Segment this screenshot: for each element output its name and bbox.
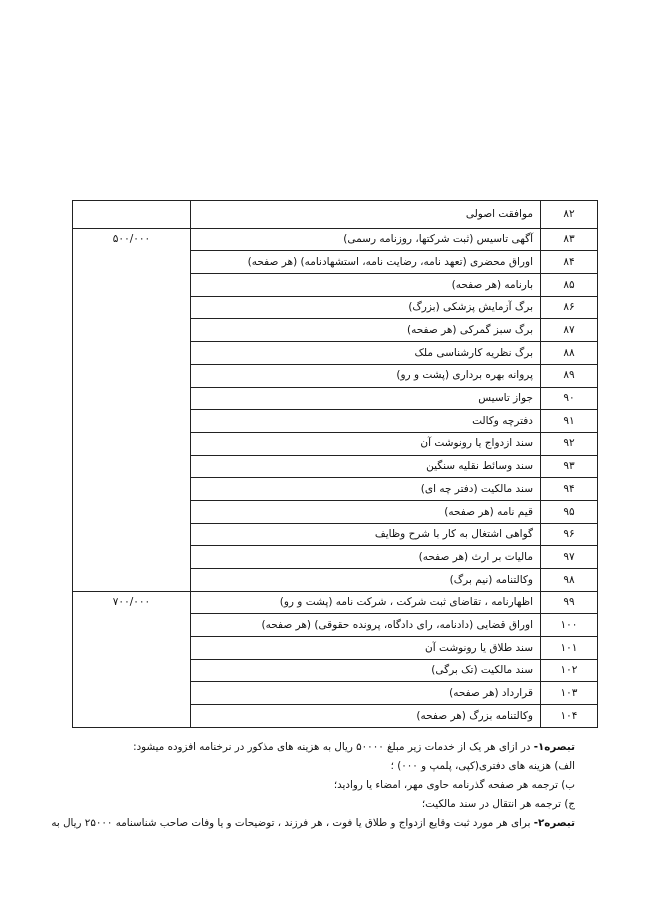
row-number: ۹۸ [541, 569, 598, 592]
row-number: ۹۶ [541, 523, 598, 546]
row-number: ۸۲ [541, 201, 598, 229]
row-number: ۸۸ [541, 342, 598, 365]
row-number: ۸۹ [541, 364, 598, 387]
row-description: وکالتنامه بزرگ (هر صفحه) [191, 705, 541, 728]
row-description: قیم نامه (هر صفحه) [191, 500, 541, 523]
row-description: سند ازدواج یا رونوشت آن [191, 432, 541, 455]
price-cell: ۷۰۰/۰۰۰ [73, 591, 191, 727]
row-description: سند وسائط نقلیه سنگین [191, 455, 541, 478]
row-number: ۹۵ [541, 500, 598, 523]
row-number: ۹۷ [541, 546, 598, 569]
row-number: ۸۴ [541, 251, 598, 274]
note-2-label: تبصره۲- [533, 817, 575, 829]
row-number: ۱۰۲ [541, 659, 598, 682]
row-description: سند مالکیت (تک برگی) [191, 659, 541, 682]
row-number: ۹۹ [541, 591, 598, 614]
row-description: دفترچه وکالت [191, 410, 541, 433]
row-description: اوراق محضری (تعهد نامه، رضایت نامه، استشهادنامه) (هر صفحه) [191, 251, 541, 274]
price-cell: ۵۰۰/۰۰۰ [73, 228, 191, 591]
row-number: ۸۳ [541, 228, 598, 251]
row-description: بارنامه (هر صفحه) [191, 274, 541, 297]
row-description: آگهی تاسیس (ثبت شرکتها، روزنامه رسمی) [191, 228, 541, 251]
note-1 [68, 738, 575, 757]
table-row [73, 228, 598, 251]
row-number: ۱۰۱ [541, 637, 598, 660]
table-row [73, 591, 598, 614]
row-description: سند طلاق یا رونوشت آن [191, 637, 541, 660]
row-number: ۹۴ [541, 478, 598, 501]
row-description: برگ آزمایش پزشکی (بزرگ) [191, 296, 541, 319]
row-description: اوراق قضایی (دادنامه، رای دادگاه، پرونده حقوقی) (هر صفحه) [191, 614, 541, 637]
row-number: ۹۱ [541, 410, 598, 433]
price-cell [73, 201, 191, 229]
note-2 [51, 814, 575, 833]
row-number: ۸۵ [541, 274, 598, 297]
row-description: سند مالکیت (دفتر چه ای) [191, 478, 541, 501]
table-row [73, 201, 598, 229]
row-description: مالیات بر ارث (هر صفحه) [191, 546, 541, 569]
row-number: ۹۳ [541, 455, 598, 478]
row-number: ۱۰۴ [541, 705, 598, 728]
row-number: ۹۰ [541, 387, 598, 410]
note-1-label: تبصره۱- [533, 741, 575, 753]
notes-section [51, 738, 575, 833]
row-description: جواز تاسیس [191, 387, 541, 410]
note-1-item-a: الف) هزینه های دفتری(کپی، پلمپ و ۰۰۰) ؛ [390, 760, 575, 772]
row-number: ۸۶ [541, 296, 598, 319]
note-1-text: در ازای هر یک از خدمات زیر مبلغ ۵۰۰۰۰ ریال به هزینه های مذکور در نرخنامه افزوده میشود: [133, 741, 534, 753]
note-2-text: برای هر مورد ثبت وقایع ازدواج و طلاق یا فوت ، هر فرزند ، توضیحات و یا وفات صاحب شناسنامه ۲۵۰۰۰ ریال به [51, 817, 534, 829]
note-1-item-b: ب) ترجمه هر صفحه گذرنامه حاوی مهر، امضاء یا روادید؛ [333, 779, 575, 791]
row-number: ۹۲ [541, 432, 598, 455]
row-number: ۸۷ [541, 319, 598, 342]
row-number: ۱۰۳ [541, 682, 598, 705]
row-description: برگ نظریه کارشناسی ملک [191, 342, 541, 365]
row-description: موافقت اصولی [191, 201, 541, 229]
row-number: ۱۰۰ [541, 614, 598, 637]
row-description: قرارداد (هر صفحه) [191, 682, 541, 705]
row-description: گواهی اشتغال به کار با شرح وظایف [191, 523, 541, 546]
row-description: برگ سبز گمرکی (هر صفحه) [191, 319, 541, 342]
row-description: پروانه بهره برداری (پشت و رو) [191, 364, 541, 387]
row-description: وکالتنامه (نیم برگ) [191, 569, 541, 592]
row-description: اظهارنامه ، تقاضای ثبت شرکت ، شرکت نامه (پشت و رو) [191, 591, 541, 614]
note-1-item-c: ج) ترجمه هر انتقال در سند مالکیت؛ [421, 798, 575, 810]
fee-table [72, 200, 598, 728]
